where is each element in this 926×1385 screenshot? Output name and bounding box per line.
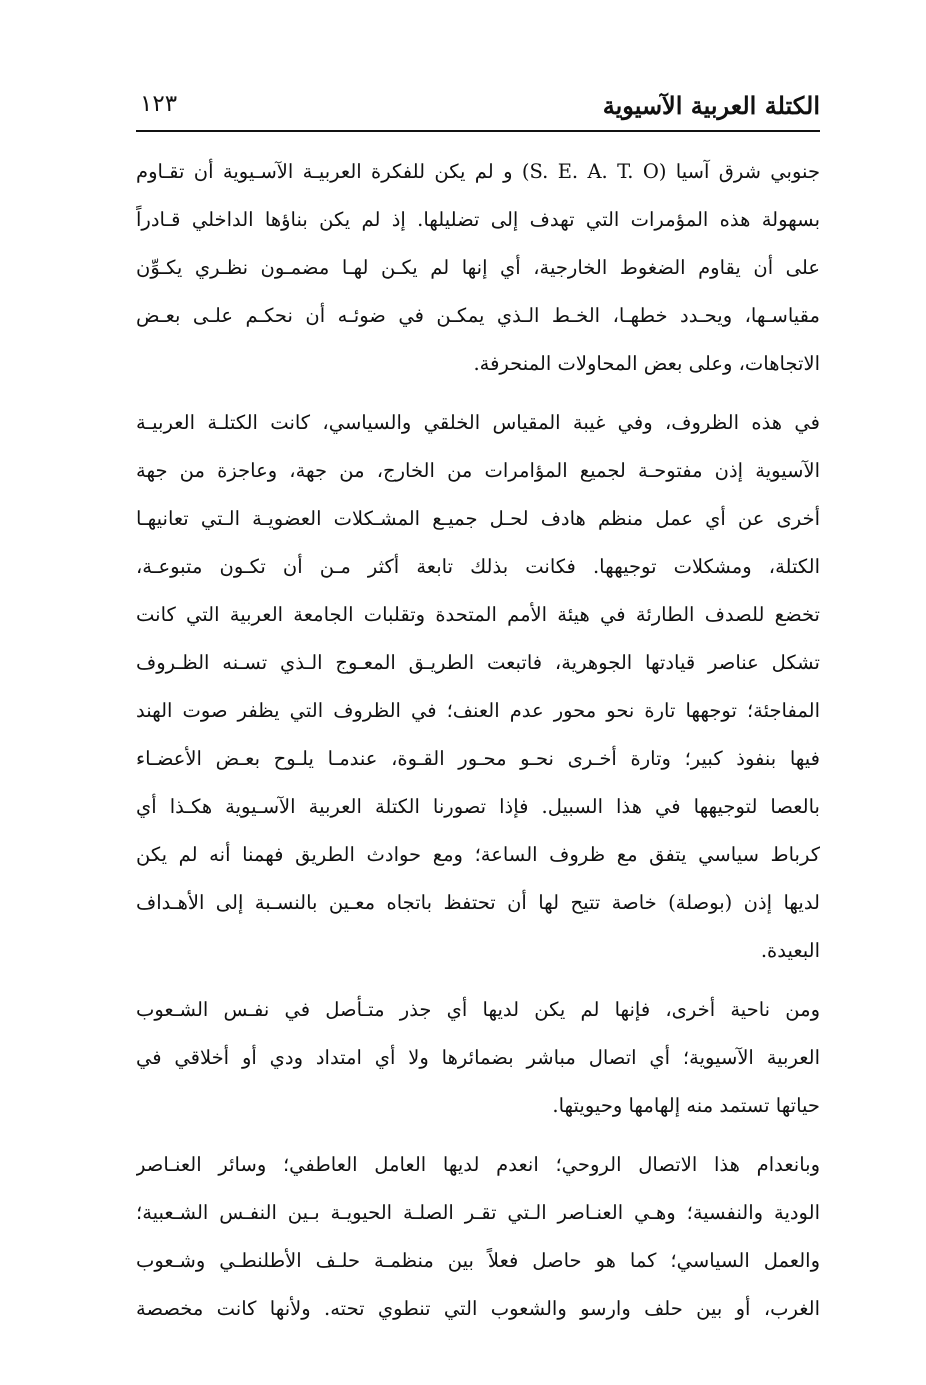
- header-rule: [136, 130, 820, 132]
- text-line: الكتلة، ومشكلات توجيهها. فكانت بذلك تابعة أكثر مـن أن تكـون متبوعـة،: [136, 555, 820, 578]
- paragraph-gap: [136, 388, 820, 399]
- text-line: تخضع للصدف الطارئة في هيئة الأمم المتحدة وتقلبات الجامعة العربية التي كانت: [136, 603, 820, 626]
- text-line: الاتجاهات، وعلى بعض المحاولات المنحرفة.: [473, 352, 820, 375]
- text-line: حياتها تستمد منه إلهامها وحيويتها.: [552, 1094, 820, 1117]
- text-line: على أن يقاوم الضغوط الخارجية، أي إنها لم يكـن لهـا مضمـون نظـري يكـوِّن: [136, 256, 820, 279]
- text-line: الودية والنفسية؛ وهـي العنـاصر الـتي تقـر الصلـة الحيويـة بـين النفـس الشـعبية؛: [136, 1201, 820, 1224]
- paragraph-gap: [136, 1130, 820, 1141]
- text-line: بالعصا لتوجيهها في هذا السبيل. فإذا تصورنا الكتلة العربية الآسـيوية هكـذا أي: [136, 795, 820, 818]
- running-title: الكتلة العربية الآسيوية: [602, 91, 820, 120]
- text-line: المفاجئة؛ توجهها تارة نحو محور عدم العنف؛ في الظروف التي يظفر صوت الهند: [136, 699, 820, 722]
- text-line: جنوبي شرق آسيا (S. E. A. T. O) و لم يكن للفكرة العربيـة الآسـيوية أن تقـاوم: [136, 160, 820, 183]
- text-line: البعيدة.: [760, 939, 820, 962]
- paragraph-4: [136, 1141, 820, 1333]
- text-line: مقياسـها، ويحـدد خطهـا، الخـط الـذي يمكـن في ضوئـه أن نحكـم علـى بعـض: [136, 304, 820, 327]
- text-line: أخرى عن أي عمل منظم هادف لحـل جميـع المشـكلات العضويـة الـتي تعانيهـا: [136, 507, 820, 530]
- text-line: كرباط سياسي يتفق مع ظروف الساعة؛ ومع حوادث الطريق فهمنا أنه لم يكن: [136, 843, 820, 866]
- text-line: في هذه الظروف، وفي غيبة المقياس الخلقي والسياسي، كانت الكتلـة العربيـة: [136, 411, 820, 434]
- text-line: الآسيوية إذن مفتوحـة لجميع المؤامرات من الخارج، من جهة، وعاجزة من جهة: [136, 459, 820, 482]
- page-number: ١٢٣: [140, 91, 178, 117]
- text-line: بسهولة هذه المؤمرات التي تهدف إلى تضليلها. إذ لم يكن بناؤها الداخلي قـادراً: [136, 208, 820, 231]
- text-line: فيها بنفوذ كبير؛ وتارة أخـرى نحـو محـور القـوة، عندمـا يلـوح بعـض الأعضـاء: [136, 747, 820, 770]
- text-line: تشكل عناصر قيادتها الجوهرية، فاتبعت الطريـق المعـوج الـذي تسـنه الظـروف: [136, 651, 820, 674]
- text-line: لديها إذن (بوصلة) خاصة تتيح لها أن تحتفظ باتجاه معـين بالنسـبة إلى الأهـداف: [136, 891, 820, 914]
- text-line: وبانعدام هذا الاتصال الروحي؛ انعدم لديها العامل العاطفي؛ وسائر العنـاصر: [136, 1153, 820, 1176]
- body-text: [136, 148, 820, 1333]
- text-line: العربية الآسيوية؛ أي اتصال مباشر بضمائرها ولا أي امتداد ودي أو أخلاقي في: [136, 1046, 820, 1069]
- paragraph-gap: [136, 975, 820, 986]
- page-header: [136, 86, 820, 132]
- text-line: الغرب، أو بين حلف وارسو والشعوب التي تنطوي تحته. ولأنها كانت مخصصة: [136, 1297, 820, 1320]
- paragraph-3: [136, 986, 820, 1130]
- paragraph-1: [136, 148, 820, 388]
- paragraph-2: [136, 399, 820, 975]
- text-line: ومن ناحية أخرى، فإنها لم يكن لديها أي جذر متـأصل في نفـس الشـعوب: [136, 998, 820, 1021]
- text-line: والعمل السياسي؛ كما هو حاصل فعلاً بين منظمـة حلـف الأطلنطـي وشـعوب: [136, 1249, 820, 1272]
